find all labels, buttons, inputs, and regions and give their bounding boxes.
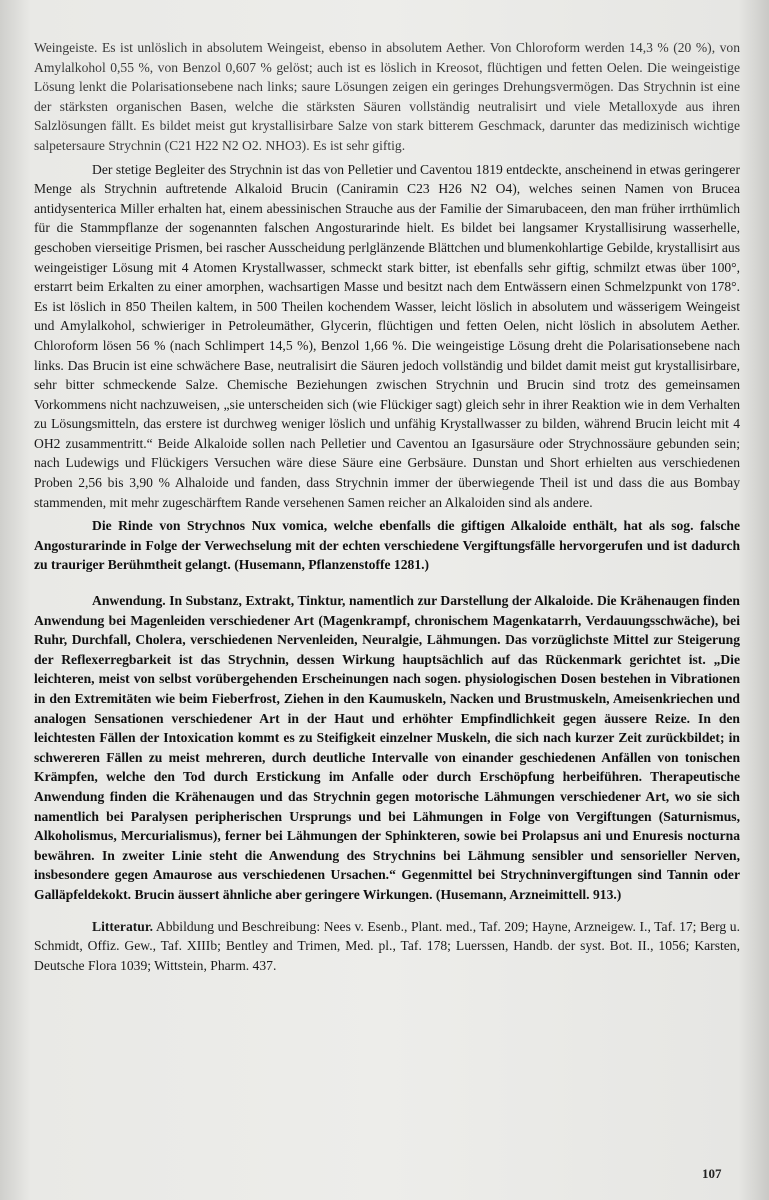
section-heading-litteratur: Litteratur. [92, 918, 154, 934]
paragraph-anwendung [34, 591, 740, 905]
paragraph-strychnin-properties: Weingeiste. Es ist unlöslich in absolutem Weingeist, ebenso in absolutem Aether. Von Chloroform werden 14,3 % (20 %), von Amylalkohol 0,55 %, von Benzol 0,607 % gelöst; auch ist es löslich in Kreosot, flüchtigen und fetten Oelen. Die weingeistige Lösung lenkt die Polarisationsebene nach links; saure Lösungen zeigen ein geringes Drehungsvermögen. Das Strychnin ist eine der stärksten organischen Basen, welche die stärksten Säuren vollständig neutralisirt und viele Metalloxyde aus ihren Salzlösungen fällt. Es bildet meist gut krystallisirbare Salze von stark bitterem Geschmack, darunter das medizinisch wichtige salpetersaure Strychnin (C21 H22 N2 O2. NHO3). Es ist sehr giftig. [34, 40, 740, 153]
paragraph-brucin: Der stetige Begleiter des Strychnin ist das von Pelletier und Caventou 1819 entdeckte, anscheinend in etwas geringerer Menge als Strychnin auftretende Alkaloid Brucin (Caniramin C23 H26 N2 O4), welches seinen Namen von Brucea antidysenterica Miller erhalten hat, einem abessinischen Strauche aus der Familie der Simarubaceen, den man früher irrthümlich für die Stammpflanze der sogenannten falschen Angosturarinde hielt. Es bildet bei langsamer Krystallisirung wasserhelle, geschoben vierseitige Prismen, bei rascher Ausscheidung perlglänzende Blättchen und blumenkohlartige Gebilde, krystallisirt aus weingeistiger Lösung mit 4 Atomen Krystallwasser, schmeckt stark bitter, ist ebenfalls sehr giftig, schmilzt etwas über 100°, erstarrt beim Erkalten zu einer amorphen, wachsartigen Masse und besitzt nach dem Entwässern einen Schmelzpunkt von 178°. Es ist löslich in 850 Theilen kaltem, in 500 Theilen kochendem Wasser, leicht löslich in absolutem und wässerigem Weingeist und Amylalkohol, schwieriger in Petroleumäther, Glycerin, flüchtigen und fetten Oelen, nicht löslich in absolutem Aether. Chloroform lösen 56 % (nach Schlimpert 14,5 %), Benzol 1,66 %. Die weingeistige Lösung dreht die Polarisationsebene nach links. Das Brucin ist eine schwächere Base, neutralisirt die Säuren jedoch vollständig und bildet damit meist gut krystallisirbare, sehr bitter schmeckende Salze. Chemische Beziehungen zwischen Strychnin und Brucin sind trotz des gemeinsamen Vorkommens nicht nachzuweisen, „sie unterscheiden sich (wie Flückiger sagt) gleich sehr in ihrer Reaktion wie in dem Verhalten zu Lösungsmitteln, das erstere ist durchweg weniger löslich und unfähig Krystallwasser zu bilden, während Brucin leicht mit 4 OH2 zusammentritt.“ Beide Alkaloide sollen nach Pelletier und Caventou an Igasursäure oder Strychnossäure gebunden sein; nach Ludewigs und Flückigers Versuchen wäre diese Säure eine Gerbsäure. Dunstan und Short erhielten aus verschiedenen Proben 2,56 bis 3,90 % Alhaloide und fanden, dass Strychnin immer der überwiegende Theil ist und dass die aus Bombay stammenden, mit mehr zugeschärftem Rande versehenen Samen reicher an Alkaloiden sind als andere. [34, 161, 740, 510]
paragraph-rinde: Die Rinde von Strychnos Nux vomica, welche ebenfalls die giftigen Alkaloide enthält, hat als sog. falsche Angosturarinde in Folge der Verwechselung mit der echten verschiedene Vergiftungsfälle hervorgerufen und ist dadurch zu trauriger Berühmtheit gelangt. (Husemann, Pflanzenstoffe 1281.) [34, 518, 740, 573]
body-text [34, 38, 740, 975]
anwendung-text: In Substanz, Extrakt, Tinktur, namentlich zur Darstellung der Alkaloide. Die Krähenaugen finden Anwendung bei Magenleiden verschiedener Art (Magenkrampf, chronischem Magenkatarrh, Verdauungsschwäche), bei Ruhr, Durchfall, Cholera, verschiedenen Nervenleiden, Neuralgie, Lähmungen. Das vorzüglichste Mittel zur Steigerung der Reflexerregbarkeit ist das Strychnin, dessen Wirkung hauptsächlich auf das Rückenmark gerichtet ist. „Die leichteren, meist von selbst vorübergehenden Erscheinungen nach sogen. physiologischen Dosen bestehen in Vibrationen in den Extremitäten wie beim Fieberfrost, Ziehen in den Kaumuskeln, Nacken und Brustmuskeln, Ameisenkriechen und analogen Sensationen verschiedener Art in der Haut und erhöhter Empfindlichkeit gegen äussere Reize. In den leichtesten Fällen der Intoxication kommt es zu Steifigkeit einzelner Muskeln, die sich nach kurzer Zeit zurückbildet; in schwereren Fällen zu meist mehreren, durch deutliche Intervalle von einander geschiedenen Anfällen von tonischen Krämpfen, welche den Tod durch Erstickung im Anfalle oder durch Erschöpfung herbeiführen. Therapeutische Anwendung finden die Krähenaugen und das Strychnin gegen motorische Lähmungen verschiedener Art, wo sie sich namentlich bei Paralysen peripherischen Ursprungs und bei Lähmungen in Folge von Vergiftungen (Saturnismus, Alkoholismus, Mercurialismus), ferner bei Lähmungen der Sphinkteren, sowie bei Prolapsus ani und Enuresis nocturna bewähren. In zweiter Linie steht die Anwendung des Strychnins bei Lähmung sensibler und sensorieller Nerven, insbesondere gegen Amaurose aus verschiedenen Ursachen.“ Gegenmittel bei Strychninvergiftungen sind Tannin oder Galläpfeldekokt. Brucin äussert ähnliche aber geringere Wirkungen. (Husemann, Arzneimittell. 913.) [34, 593, 740, 902]
litteratur-text: Abbildung und Beschreibung: Nees v. Esenb., Plant. med., Taf. 209; Hayne, Arzneigew. I., Taf. 17; Berg u. Schmidt, Offiz. Gew., Taf. XIIIb; Bentley and Trimen, Med. pl., Taf. 178; Luerssen, Handb. der syst. Bot. II., 1056; Karsten, Deutsche Flora 1039; Wittstein, Pharm. 437. [34, 918, 740, 973]
section-heading-anwendung: Anwendung. [92, 593, 166, 609]
paragraph-litteratur [34, 917, 740, 976]
page-number: 107 [702, 1166, 722, 1181]
